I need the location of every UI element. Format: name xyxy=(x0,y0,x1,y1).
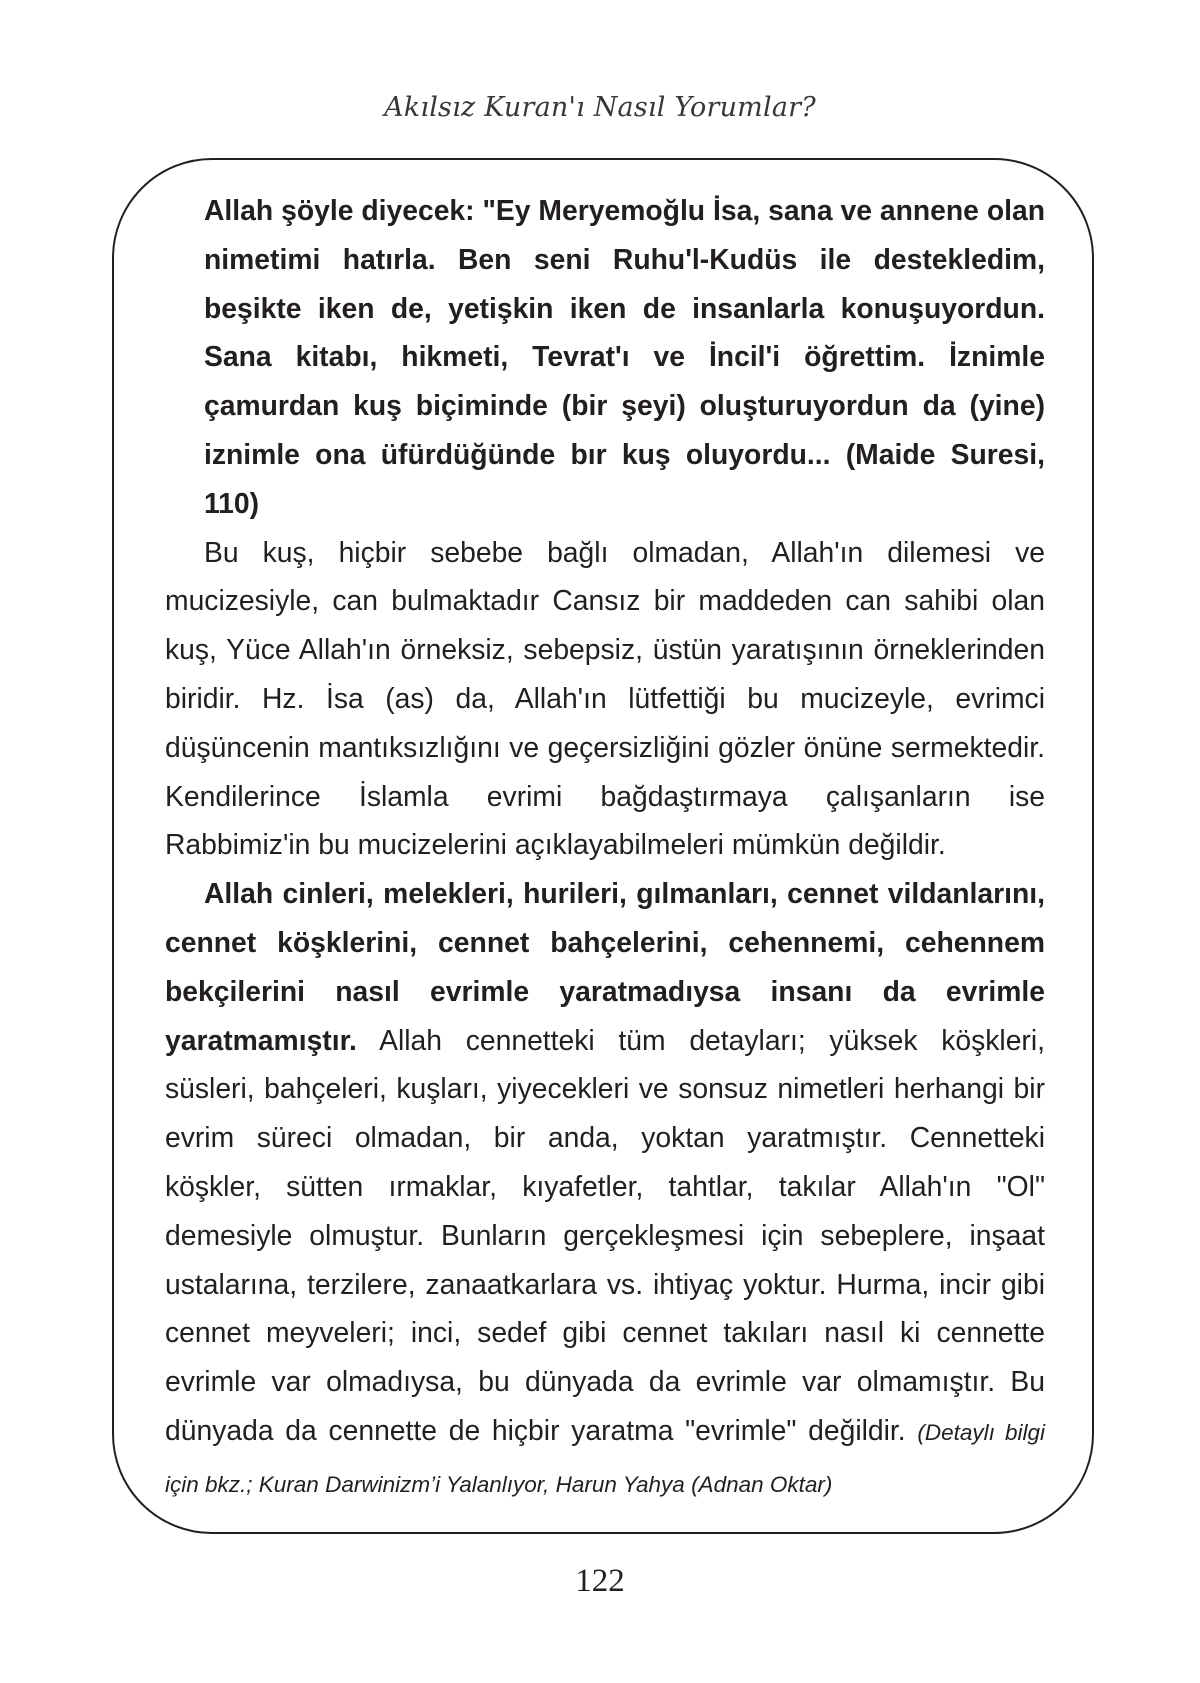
paragraph-2 xyxy=(165,869,1045,1509)
paragraph-1: Bu kuş, hiçbir sebebe bağlı olmadan, Allah'ın dilemesi ve mucizesiyle, can bulmaktadır Cansız bir maddeden can sahibi olan kuş, Yüce Allah'ın örneksiz, sebepsiz, üstün yaratışının örneklerinden biridir. Hz. İsa (as) da, Allah'ın lütfettiği bu mucizeyle, evrimci düşüncenin mantıksızlığını ve geçersizliğini gözler önüne sermektedir. Kendilerince İslamla evrimi bağdaştırmaya çalışanların ise Rabbimiz'in bu mucizelerini açıklayabilmeleri mümkün değildir. xyxy=(165,535,1045,861)
paragraph-2-text: Allah cennetteki tüm detayları; yüksek köşkleri, süsleri, bahçeleri, kuşları, yiyecekleri ve sonsuz nimetleri herhangi bir evrim süreci olmadan, bir anda, yoktan yaratmıştır. Cennetteki köşkler, sütten ırmaklar, kıyafetler, tahtlar, takılar Allah'ın "Ol" demesiyle olmuştur. Bunların gerçekleşmesi için sebeplere, inşaat ustalarına, terzilere, zanaatkarlara vs. ihtiyaç yoktur. Hurma, incir gibi cennet meyveleri; inci, sedef gibi cennet takıları nasıl ki cennette evrimle var olmadıysa, bu dünyada da evrimle var olmamıştır. Bu dünyada da cennette de hiçbir yaratma "evrimle" değildir. xyxy=(165,1023,1045,1446)
quran-quote: Allah şöyle diyecek: "Ey Meryemoğlu İsa, sana ve annene olan nimetimi hatırla. Ben seni Ruhu'l-Kudüs ile destekledim, beşikte iken de, yetişkin iken de insanlarla konuşuyordun. Sana kitabı, hikmeti, Tevrat'ı ve İncil'i öğrettim. İznimle çamurdan kuş biçiminde (bir şeyi) oluşturuyordun da (yine) iznimle ona üfürdüğünde bır kuş oluyordu... (Maide Suresi, 110) xyxy=(204,194,1045,519)
paragraph-2-bold-lead: Allah cinleri, melekleri, hurileri, gılmanları, cennet vildanlarını, cennet köşklerini, cennet bahçelerini, cehennemi, cehennem bekçilerini nasıl evrimle yaratmadıysa insanı da evrimle yaratmamıştır. xyxy=(165,877,1045,1056)
page-body xyxy=(165,186,1045,1510)
reference-note: (Detaylı bilgi için bkz.; Kuran Darwinizm’i Yalanlıyor, Harun Yahya (Adnan Oktar) xyxy=(165,1419,1045,1497)
page-number: 122 xyxy=(575,1563,625,1599)
running-head-title: Akılsız Kuran'ı Nasıl Yorumlar? xyxy=(384,92,816,123)
